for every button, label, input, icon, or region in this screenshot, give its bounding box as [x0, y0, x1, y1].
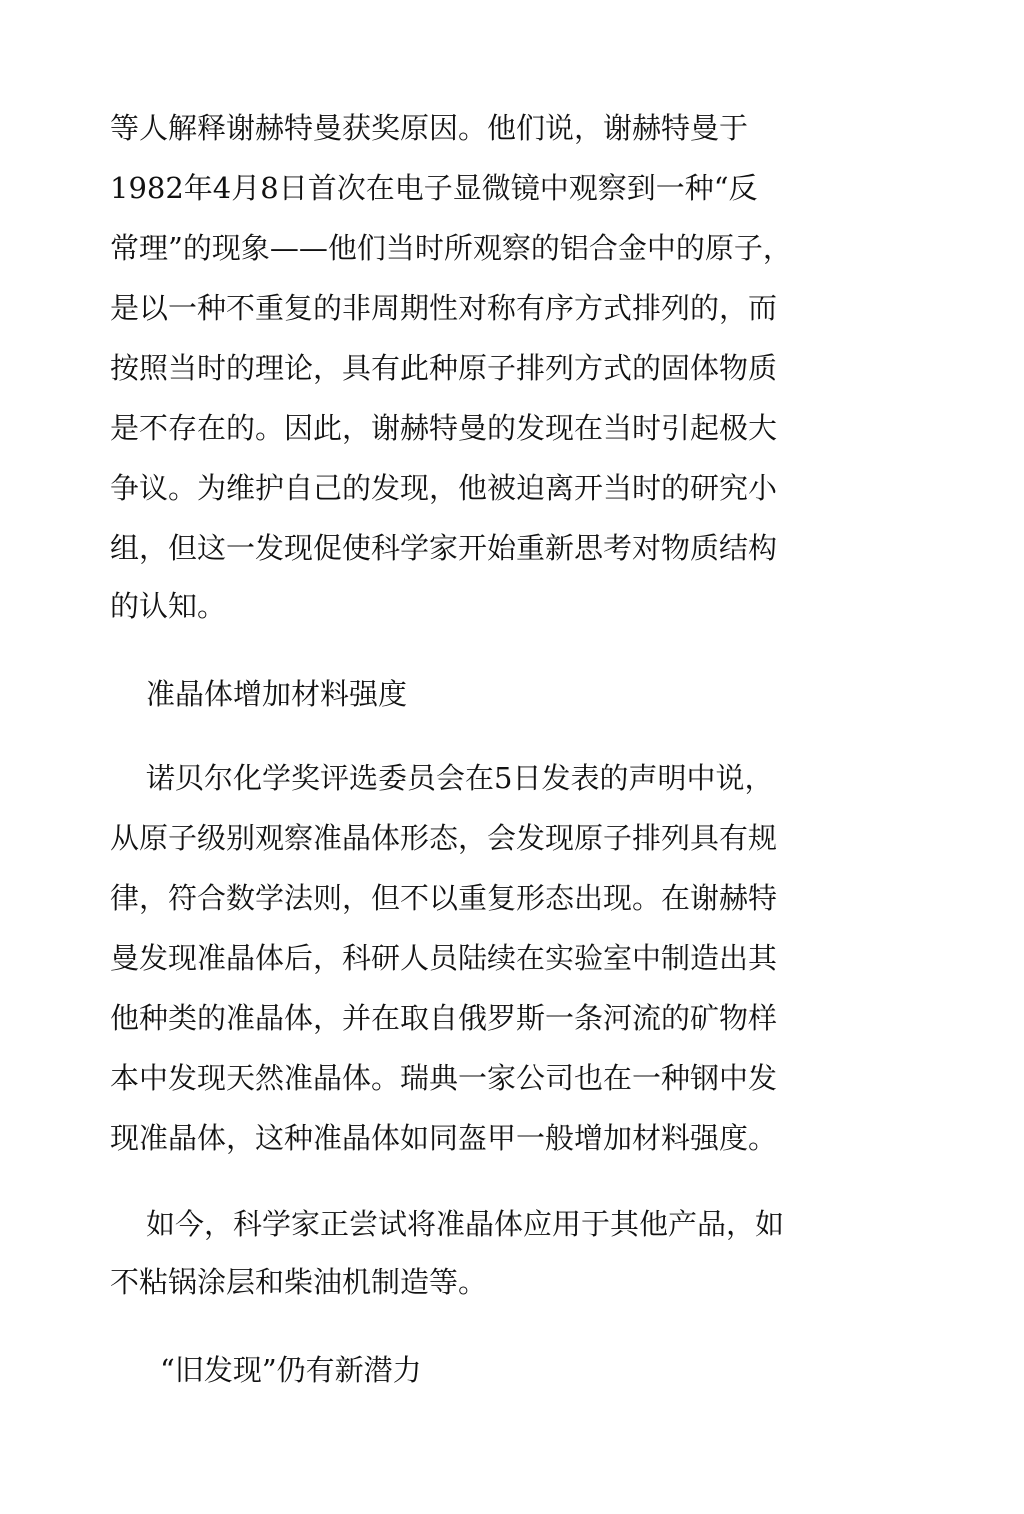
- text-line: 常理”的现象——他们当时所观察的铝合金中的原子，: [110, 231, 792, 265]
- text-line: 曼发现准晶体后，科研人员陆续在实验室中制造出其: [110, 941, 778, 975]
- text-line: 按照当时的理论，具有此种原子排列方式的固体物质: [110, 351, 778, 385]
- text-line: 诺贝尔化学奖评选委员会在5日发表的声明中说，: [146, 761, 774, 795]
- text-line: 的认知。: [110, 589, 227, 623]
- section-heading: “旧发现”仍有新潜力: [160, 1353, 422, 1387]
- text-line: 现准晶体，这种准晶体如同盔甲一般增加材料强度。: [110, 1121, 778, 1155]
- text-line: 是以一种不重复的非周期性对称有序方式排列的，而: [110, 291, 778, 325]
- text-line: 律，符合数学法则，但不以重复形态出现。在谢赫特: [110, 881, 778, 915]
- section-heading: 准晶体增加材料强度: [146, 677, 408, 711]
- text-line: 是不存在的。因此，谢赫特曼的发现在当时引起极大: [110, 411, 778, 445]
- text-line: 争议。为维护自己的发现，他被迫离开当时的研究小: [110, 471, 778, 505]
- text-line: 组，但这一发现促使科学家开始重新思考对物质结构: [110, 531, 778, 565]
- text-line: 他种类的准晶体，并在取自俄罗斯一条河流的矿物样: [110, 1001, 778, 1035]
- text-line: 从原子级别观察准晶体形态，会发现原子排列具有规: [110, 821, 778, 855]
- text-line: 等人解释谢赫特曼获奖原因。他们说，谢赫特曼于: [110, 111, 749, 145]
- text-line: 本中发现天然准晶体。瑞典一家公司也在一种钢中发: [110, 1061, 778, 1095]
- text-line: 不粘锅涂层和柴油机制造等。: [110, 1265, 488, 1299]
- text-line: 如今，科学家正尝试将准晶体应用于其他产品，如: [146, 1207, 785, 1241]
- text-line: 1982年4月8日首次在电子显微镜中观察到一种“反: [110, 171, 758, 205]
